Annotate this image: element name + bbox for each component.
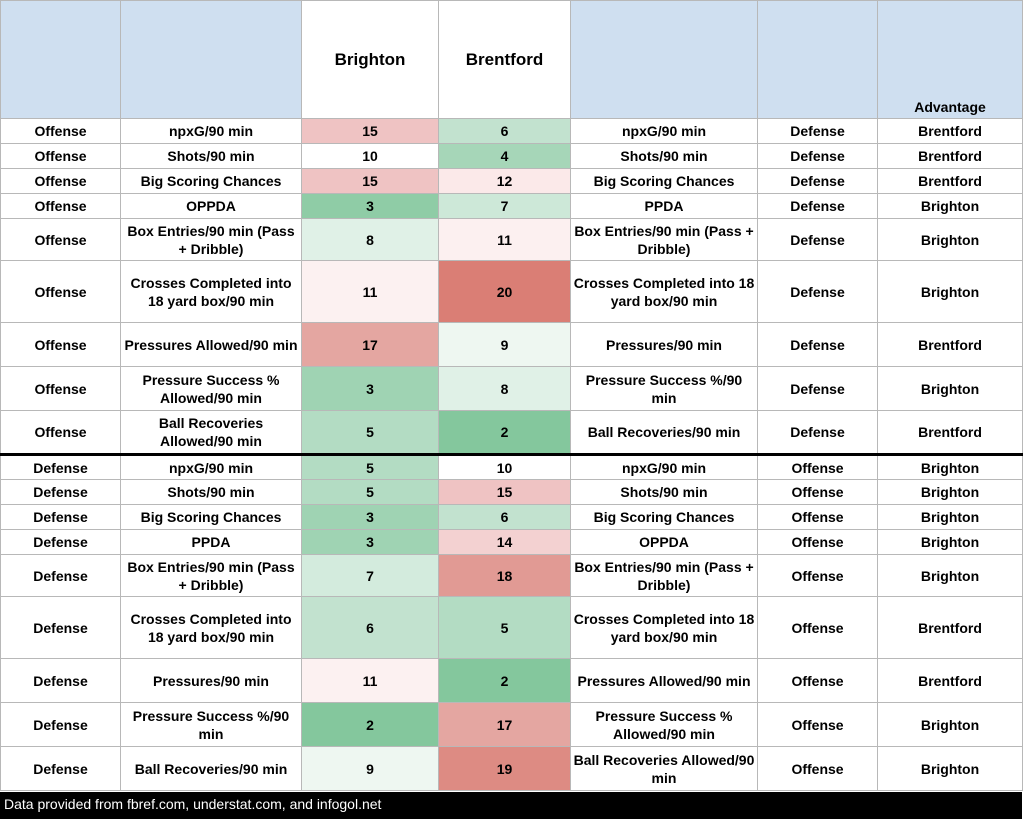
team2-value: 6 — [439, 505, 571, 530]
team2-value: 18 — [439, 555, 571, 597]
advantage-cell: Brighton — [878, 219, 1023, 261]
metric-cell: Ball Recoveries Allowed/90 min — [121, 411, 302, 455]
table-row — [1, 119, 1023, 144]
opponent-side-cell: Defense — [758, 219, 878, 261]
side-cell: Defense — [1, 703, 121, 747]
opponent-metric-cell: npxG/90 min — [571, 455, 758, 480]
team1-value: 3 — [302, 194, 439, 219]
opponent-side-cell: Defense — [758, 169, 878, 194]
side-cell: Offense — [1, 194, 121, 219]
advantage-cell: Brighton — [878, 480, 1023, 505]
opponent-side-cell: Offense — [758, 659, 878, 703]
side-cell: Defense — [1, 505, 121, 530]
table-row — [1, 530, 1023, 555]
advantage-cell: Brentford — [878, 169, 1023, 194]
team1-value: 2 — [302, 703, 439, 747]
metric-cell: Ball Recoveries/90 min — [121, 747, 302, 791]
side-cell: Offense — [1, 169, 121, 194]
metric-cell: npxG/90 min — [121, 119, 302, 144]
opponent-side-cell: Offense — [758, 505, 878, 530]
team1-value: 6 — [302, 597, 439, 659]
opponent-side-cell: Offense — [758, 703, 878, 747]
team1-value: 5 — [302, 455, 439, 480]
table-row — [1, 555, 1023, 597]
opponent-side-cell: Offense — [758, 530, 878, 555]
table-row — [1, 144, 1023, 169]
header-row — [1, 1, 1023, 119]
team2-value: 17 — [439, 703, 571, 747]
advantage-cell: Brentford — [878, 659, 1023, 703]
metric-cell: npxG/90 min — [121, 455, 302, 480]
team2-value: 11 — [439, 219, 571, 261]
table-row — [1, 169, 1023, 194]
header-blank-2 — [121, 1, 302, 119]
header-blank-3 — [571, 1, 758, 119]
team2-value: 19 — [439, 747, 571, 791]
team1-value: 3 — [302, 367, 439, 411]
team2-value: 8 — [439, 367, 571, 411]
team2-value: 7 — [439, 194, 571, 219]
opponent-metric-cell: Pressure Success %/90 min — [571, 367, 758, 411]
header-blank-4 — [758, 1, 878, 119]
advantage-cell: Brighton — [878, 530, 1023, 555]
opponent-side-cell: Defense — [758, 194, 878, 219]
metric-cell: Pressures Allowed/90 min — [121, 323, 302, 367]
side-cell: Defense — [1, 530, 121, 555]
team2-value: 5 — [439, 597, 571, 659]
side-cell: Defense — [1, 455, 121, 480]
table-row — [1, 411, 1023, 455]
opponent-metric-cell: Pressures/90 min — [571, 323, 758, 367]
opponent-side-cell: Defense — [758, 367, 878, 411]
team2-value: 20 — [439, 261, 571, 323]
table-row — [1, 659, 1023, 703]
advantage-cell: Brentford — [878, 144, 1023, 169]
opponent-side-cell: Defense — [758, 323, 878, 367]
team1-value: 8 — [302, 219, 439, 261]
team2-value: 2 — [439, 659, 571, 703]
metric-cell: Box Entries/90 min (Pass + Dribble) — [121, 219, 302, 261]
team2-value: 10 — [439, 455, 571, 480]
opponent-metric-cell: PPDA — [571, 194, 758, 219]
side-cell: Offense — [1, 119, 121, 144]
advantage-cell: Brighton — [878, 505, 1023, 530]
team1-value: 10 — [302, 144, 439, 169]
opponent-metric-cell: Crosses Completed into 18 yard box/90 min — [571, 597, 758, 659]
team1-value: 5 — [302, 411, 439, 455]
opponent-metric-cell: Pressures Allowed/90 min — [571, 659, 758, 703]
team1-value: 15 — [302, 119, 439, 144]
advantage-cell: Brighton — [878, 367, 1023, 411]
opponent-metric-cell: npxG/90 min — [571, 119, 758, 144]
team1-value: 17 — [302, 323, 439, 367]
side-cell: Defense — [1, 659, 121, 703]
team2-value: 4 — [439, 144, 571, 169]
side-cell: Offense — [1, 323, 121, 367]
table-row — [1, 367, 1023, 411]
opponent-metric-cell: Shots/90 min — [571, 480, 758, 505]
side-cell: Defense — [1, 747, 121, 791]
team1-value: 3 — [302, 530, 439, 555]
team2-value: 9 — [439, 323, 571, 367]
advantage-cell: Brentford — [878, 323, 1023, 367]
opponent-side-cell: Defense — [758, 144, 878, 169]
opponent-metric-cell: Box Entries/90 min (Pass + Dribble) — [571, 219, 758, 261]
side-cell: Defense — [1, 597, 121, 659]
advantage-cell: Brentford — [878, 597, 1023, 659]
metric-cell: Big Scoring Chances — [121, 505, 302, 530]
table-row — [1, 323, 1023, 367]
side-cell: Offense — [1, 261, 121, 323]
advantage-cell: Brighton — [878, 455, 1023, 480]
metric-cell: Pressures/90 min — [121, 659, 302, 703]
metric-cell: Pressure Success %/90 min — [121, 703, 302, 747]
advantage-cell: Brighton — [878, 703, 1023, 747]
advantage-header: Advantage — [878, 1, 1023, 119]
opponent-side-cell: Defense — [758, 261, 878, 323]
opponent-metric-cell: Big Scoring Chances — [571, 169, 758, 194]
table-row — [1, 480, 1023, 505]
team1-value: 11 — [302, 659, 439, 703]
team2-value: 15 — [439, 480, 571, 505]
side-cell: Offense — [1, 367, 121, 411]
advantage-cell: Brentford — [878, 119, 1023, 144]
table-row — [1, 455, 1023, 480]
side-cell: Offense — [1, 144, 121, 169]
team1-value: 15 — [302, 169, 439, 194]
metric-cell: Big Scoring Chances — [121, 169, 302, 194]
opponent-side-cell: Offense — [758, 455, 878, 480]
table-row — [1, 505, 1023, 530]
team2-value: 14 — [439, 530, 571, 555]
table-row — [1, 597, 1023, 659]
advantage-cell: Brighton — [878, 261, 1023, 323]
advantage-cell: Brighton — [878, 555, 1023, 597]
metric-cell: Crosses Completed into 18 yard box/90 min — [121, 261, 302, 323]
advantage-cell: Brighton — [878, 747, 1023, 791]
table-row — [1, 219, 1023, 261]
table-row — [1, 703, 1023, 747]
opponent-metric-cell: Box Entries/90 min (Pass + Dribble) — [571, 555, 758, 597]
team1-value: 11 — [302, 261, 439, 323]
metric-cell: Box Entries/90 min (Pass + Dribble) — [121, 555, 302, 597]
team1-value: 9 — [302, 747, 439, 791]
opponent-metric-cell: Ball Recoveries/90 min — [571, 411, 758, 455]
team1-value: 3 — [302, 505, 439, 530]
metric-cell: Shots/90 min — [121, 480, 302, 505]
team2-value: 12 — [439, 169, 571, 194]
opponent-side-cell: Defense — [758, 119, 878, 144]
header-blank-1 — [1, 1, 121, 119]
data-source-footer: Data provided from fbref.com, understat.com, and infogol.net — [0, 792, 1022, 819]
metric-cell: Shots/90 min — [121, 144, 302, 169]
metric-cell: Crosses Completed into 18 yard box/90 min — [121, 597, 302, 659]
table-row — [1, 194, 1023, 219]
team2-value: 6 — [439, 119, 571, 144]
team2-value: 2 — [439, 411, 571, 455]
opponent-metric-cell: Crosses Completed into 18 yard box/90 min — [571, 261, 758, 323]
opponent-metric-cell: Pressure Success % Allowed/90 min — [571, 703, 758, 747]
advantage-cell: Brighton — [878, 194, 1023, 219]
metric-cell: PPDA — [121, 530, 302, 555]
team1-value: 7 — [302, 555, 439, 597]
opponent-metric-cell: OPPDA — [571, 530, 758, 555]
side-cell: Offense — [1, 219, 121, 261]
table-row — [1, 261, 1023, 323]
opponent-side-cell: Defense — [758, 411, 878, 455]
opponent-side-cell: Offense — [758, 555, 878, 597]
metric-cell: OPPDA — [121, 194, 302, 219]
opponent-side-cell: Offense — [758, 747, 878, 791]
opponent-metric-cell: Ball Recoveries Allowed/90 min — [571, 747, 758, 791]
opponent-side-cell: Offense — [758, 480, 878, 505]
team1-value: 5 — [302, 480, 439, 505]
table-row — [1, 747, 1023, 791]
side-cell: Defense — [1, 480, 121, 505]
opponent-metric-cell: Shots/90 min — [571, 144, 758, 169]
side-cell: Defense — [1, 555, 121, 597]
metric-cell: Pressure Success % Allowed/90 min — [121, 367, 302, 411]
opponent-metric-cell: Big Scoring Chances — [571, 505, 758, 530]
side-cell: Offense — [1, 411, 121, 455]
team2-header: Brentford — [439, 1, 571, 119]
opponent-side-cell: Offense — [758, 597, 878, 659]
team1-header: Brighton — [302, 1, 439, 119]
advantage-cell: Brentford — [878, 411, 1023, 455]
